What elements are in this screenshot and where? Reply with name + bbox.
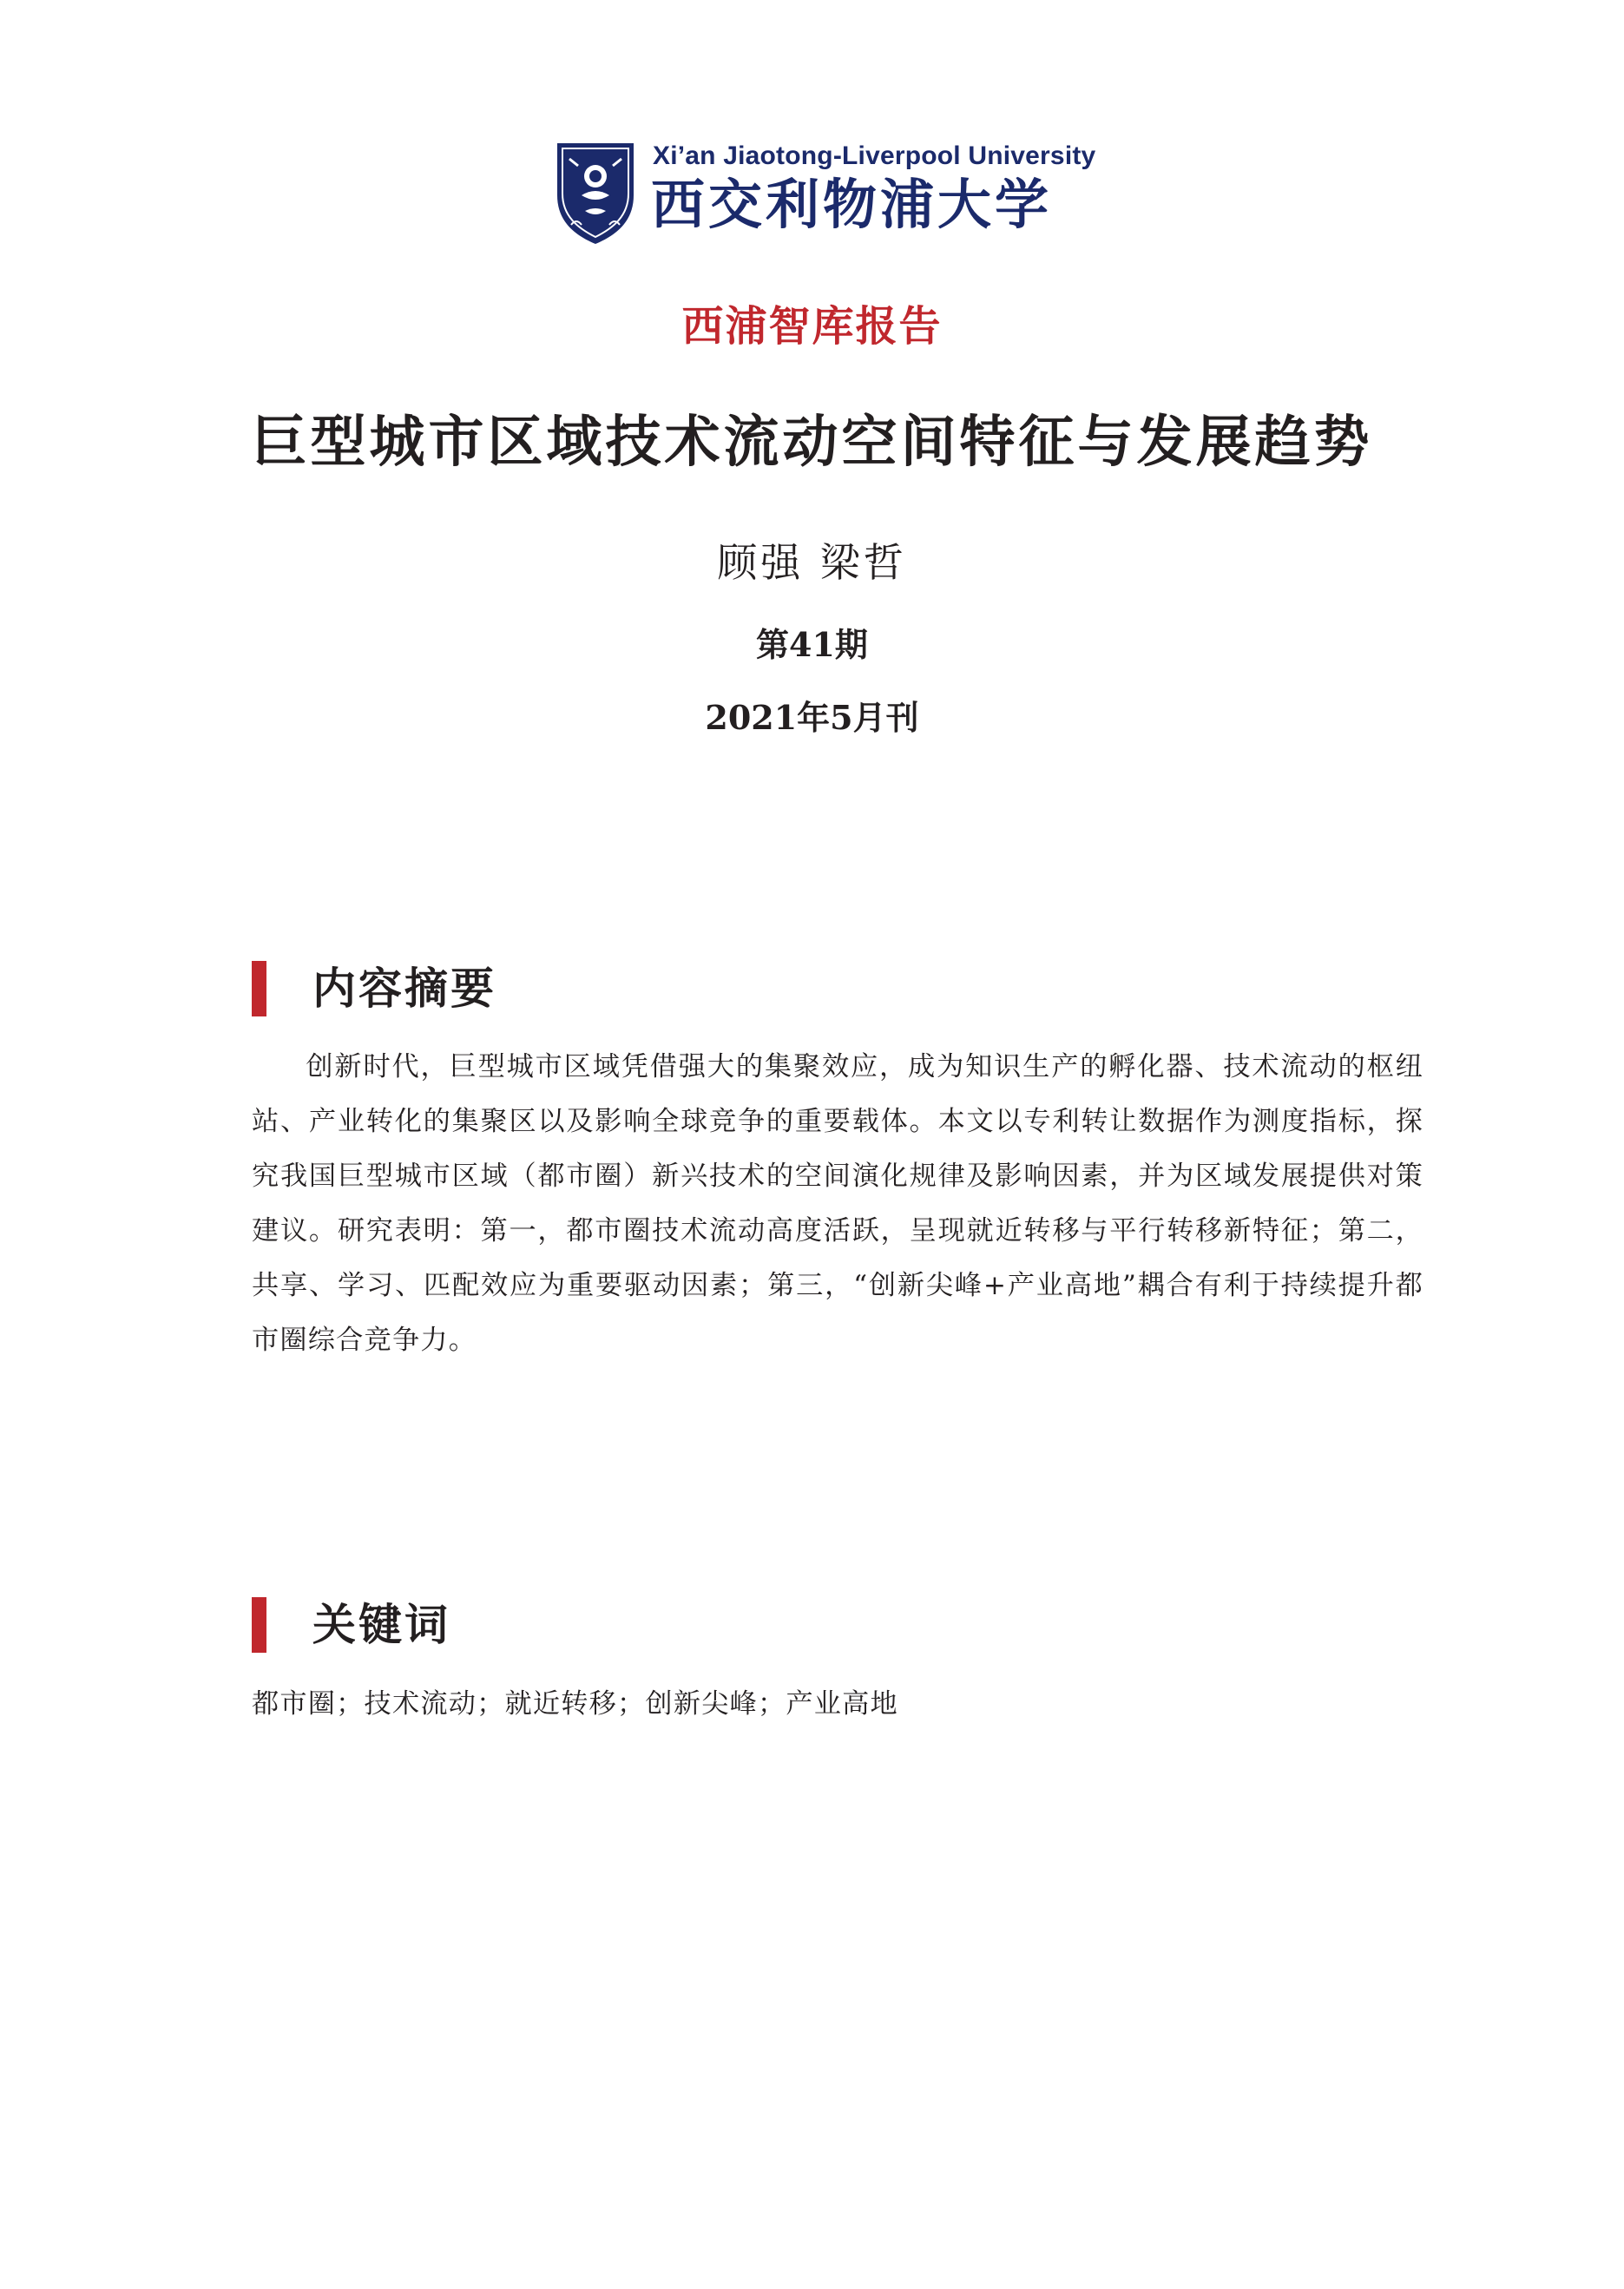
report-date: 2021年5月刊 [705, 698, 919, 737]
report-series: 西浦智库报告 [681, 302, 943, 351]
keywords-heading-text: 关键词 [312, 1599, 450, 1650]
university-crest-icon [556, 141, 635, 246]
report-issue: 第41期 [756, 625, 868, 664]
abstract-heading-text: 内容摘要 [312, 963, 496, 1014]
report-authors: 顾强 梁哲 [717, 539, 907, 586]
report-title: 巨型城市区域技术流动空间特征与发展趋势 [251, 410, 1373, 475]
keywords-text: 都市圈；技术流动；就近转移；创新尖峰；产业高地 [252, 1688, 898, 1720]
university-name-english: Xi’an Jiaotong-Liverpool University [653, 141, 1096, 170]
abstract-text: 创新时代，巨型城市区域凭借强大的集聚效应，成为知识生产的孵化器、技术流动的枢纽站、产业转化的集聚区以及影响全球竞争的重要载体。本文以专利转让数据作为测度指标，探究我国巨型城市区域（都市圈）新兴技术的空间演化规律及影响因素，并为区域发展提供对策建议。研究表明：第一，都市圈技术流动高度活跃，呈现就近转移与平行转移新特征；第二，共享、学习、匹配效应为重要驱动因素；第三，“创新尖峰+产业高地”耦合有利于持续提升都市圈综合竞争力。 [252, 1051, 1423, 1356]
section-marker-bar [252, 1597, 266, 1653]
university-name-chinese: 西交利物浦大学 [651, 173, 1053, 236]
university-logo [556, 135, 1094, 247]
section-marker-bar [252, 961, 266, 1016]
